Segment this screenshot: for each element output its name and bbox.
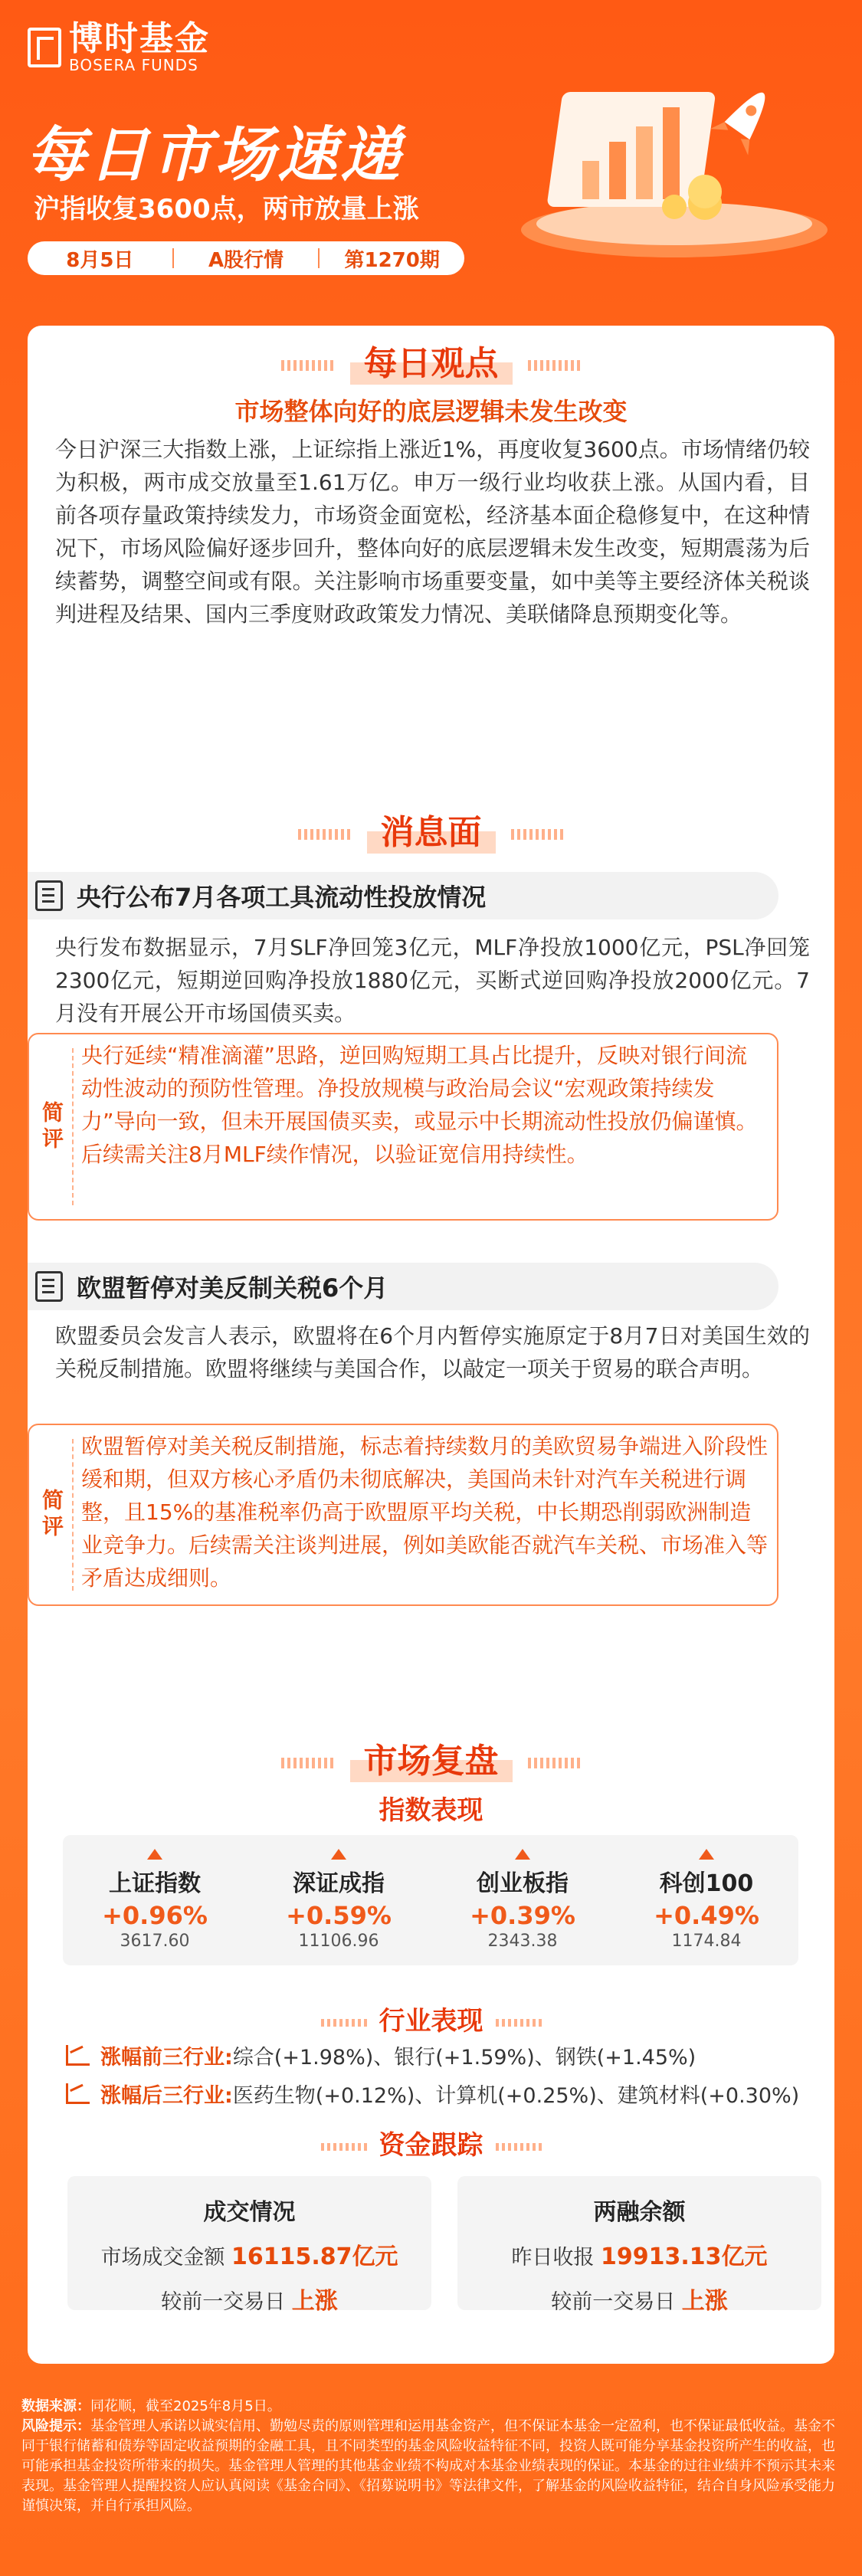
- news-item-title: 央行公布7月各项工具流动性投放情况: [77, 883, 487, 912]
- fund-value-line: 市场成交金额 16115.87亿元: [100, 2243, 398, 2270]
- disclaimer: [21, 2397, 841, 2516]
- review-label: 简评: [29, 1425, 74, 1604]
- news-item-title: 欧盟暂停对美反制关税6个月: [77, 1273, 388, 1303]
- heading-dash: [321, 2143, 367, 2151]
- index-change: +0.39%: [470, 1901, 575, 1930]
- fund-title: 两融余额: [593, 2199, 686, 2226]
- index-change: +0.96%: [102, 1901, 208, 1930]
- industry-label: 涨幅前三行业:: [100, 2046, 233, 2070]
- index-value: 3617.60: [120, 1932, 190, 1951]
- section-heading-view: 每日观点: [28, 336, 834, 385]
- up-arrow-icon: [147, 1849, 162, 1860]
- industry-label: 涨幅后三行业:: [100, 2084, 233, 2108]
- heading-dash: [528, 1758, 582, 1768]
- section-heading-market: 市场复盘: [28, 1733, 834, 1782]
- heading-dash: [496, 2143, 542, 2151]
- index-value: 1174.84: [671, 1932, 742, 1951]
- heading-dash: [528, 360, 582, 371]
- index-name: 上证指数: [109, 1870, 201, 1897]
- index-name: 创业板指: [477, 1870, 569, 1897]
- industry-values: 综合(+1.98%)、银行(+1.59%)、钢铁(+1.45%): [232, 2046, 696, 2070]
- news-item-review: [28, 1033, 778, 1221]
- data-source: 数据来源：同花顺，截至2025年8月5日。: [21, 2398, 281, 2414]
- up-arrow-icon: [515, 1849, 530, 1860]
- date-tag: 8月5日: [66, 248, 134, 272]
- turnover-box: [67, 2176, 431, 2315]
- index-panel: [63, 1835, 798, 1965]
- news-item-body: 欧盟委员会发言人表示，欧盟将在6个月内暂停实施原定于8月7日对美国生效的关税反制措施。欧盟将继续与美国合作，以敲定一项关于贸易的联合声明。: [55, 1323, 810, 1381]
- bosera-logo-icon: [28, 28, 61, 67]
- fund-compare-line: 较前一交易日 上涨: [551, 2288, 728, 2315]
- margin-balance-box: [457, 2176, 821, 2315]
- index-value: 11106.96: [298, 1932, 379, 1951]
- review-text: 央行延续“精准滴灌”思路，逆回购短期工具占比提升，反映对银行间流动性波动的预防性管理。净投放规模与政治局会议“宏观政策持续发力”导向一致，但未开展国债买卖，或显示中长期流动性投放仍偏谨慎。后续需关注8月MLF续作情况，以验证宽信用持续性。: [81, 1043, 758, 1167]
- issue-tag: 第1270期: [344, 248, 440, 272]
- news-item-body: 央行发布数据显示，7月SLF净回笼3亿元，MLF净投放1000亿元，PSL净回笼2300亿元，短期逆回购净投放1880亿元，买断式逆回购净投放2000亿元。7月没有开展公开市场国债买卖。: [55, 935, 810, 1026]
- section-heading-news: 消息面: [28, 805, 834, 854]
- brand-name: 博时基金: [69, 19, 210, 58]
- index-name: 深证成指: [293, 1870, 385, 1897]
- up-arrow-icon: [331, 1849, 346, 1860]
- fund-compare-line: 较前一交易日 上涨: [161, 2288, 338, 2315]
- heading-dash: [496, 2019, 542, 2027]
- document-icon: [35, 880, 63, 911]
- news-item-review: [28, 1424, 778, 1606]
- view-subheading: 市场整体向好的底层逻辑未发生改变: [234, 397, 628, 426]
- fund-heading: 资金跟踪: [28, 2124, 834, 2161]
- header-tags: [28, 241, 464, 275]
- risk-warning: 风险提示：基金管理人承诺以诚实信用、勤勉尽责的原则管理和运用基金资产，但不保证本基金一定盈利，也不保证最低收益。基金不同于银行储蓄和债券等固定收益预期的金融工具，且不同类型的基金风险收益特征不同，投资人既可能分享基金投资所产生的收益，也可能承担基金投资所带来的损失。基金管理人管理的其他基金业绩不构成对本基金业绩表现的保证。本基金的过往业绩并不预示其未来表现。基金管理人提醒投资人应认真阅读《基金合同》、《招募说明书》等法律文件，了解基金的风险收益特征，结合自身风险承受能力谨慎决策，并自行承担风险。: [21, 2418, 835, 2514]
- industry-values: 医药生物(+0.12%)、计算机(+0.25%)、建筑材料(+0.30%): [232, 2084, 800, 2108]
- index-shanghai: [63, 1835, 247, 1965]
- heading-dash: [281, 360, 335, 371]
- page-title: 每日市场速递: [26, 121, 404, 190]
- review-text: 欧盟暂停对美关税反制措施，标志着持续数月的美欧贸易争端进入阶段性缓和期，但双方核心矛盾仍未彻底解决，美国尚未针对汽车关税进行调整，且15%的基准税率仍高于欧盟原平均关税，中长期恐削弱欧洲制造业竞争力。后续需关注谈判进展，例如美欧能否就汽车关税、市场准入等矛盾达成细则。: [81, 1434, 769, 1591]
- index-shenzhen: [247, 1835, 431, 1965]
- news-item-1-title-bar: [28, 872, 778, 919]
- index-chinext: [431, 1835, 615, 1965]
- page-subtitle: 沪指收复3600点，两市放量上涨: [34, 194, 419, 224]
- news-item-2-title-bar: [28, 1263, 778, 1310]
- heading-dash: [298, 829, 352, 840]
- brand-name-en: BOSERA FUNDS: [69, 56, 198, 74]
- index-value: 2343.38: [487, 1932, 558, 1951]
- index-heading: 指数表现: [379, 1795, 483, 1826]
- review-label: 简评: [29, 1034, 74, 1219]
- index-star100: [615, 1835, 798, 1965]
- heading-dash: [511, 829, 565, 840]
- trend-chart-icon: [66, 2045, 90, 2066]
- index-name: 科创100: [659, 1870, 754, 1897]
- heading-dash: [281, 1758, 335, 1768]
- fund-value-line: 昨日收报 19913.13亿元: [511, 2243, 768, 2270]
- industry-heading: 行业表现: [28, 2000, 834, 2037]
- index-change: +0.49%: [654, 1901, 759, 1930]
- view-body: 今日沪深三大指数上涨，上证综指上涨近1%，再度收复3600点。市场情绪仍较为积极，两市成交放量至1.61万亿。申万一级行业均收获上涨。从国内看，目前各项存量政策持续发力，市场资金面宽松，经济基本面企稳修复中，在这种情况下，市场风险偏好逐步回升，整体向好的底层逻辑未发生改变，短期震荡为后续蓄势，调整空间或有限。关注影响市场重要变量，如中美等主要经济体关税谈判进程及结果、国内三季度财政政策发力情况、美联储降息预期变化等。: [55, 437, 810, 627]
- industry-top3: [66, 2040, 696, 2070]
- index-change: +0.59%: [286, 1901, 392, 1930]
- fund-title: 成交情况: [203, 2199, 296, 2226]
- heading-dash: [321, 2019, 367, 2027]
- rocket-chart-illustration: [498, 61, 835, 261]
- document-icon: [35, 1271, 63, 1302]
- brand: [28, 21, 210, 74]
- market-tag: A股行情: [208, 248, 284, 272]
- industry-bottom3: [66, 2079, 799, 2109]
- trend-chart-icon: [66, 2083, 90, 2104]
- up-arrow-icon: [699, 1849, 714, 1860]
